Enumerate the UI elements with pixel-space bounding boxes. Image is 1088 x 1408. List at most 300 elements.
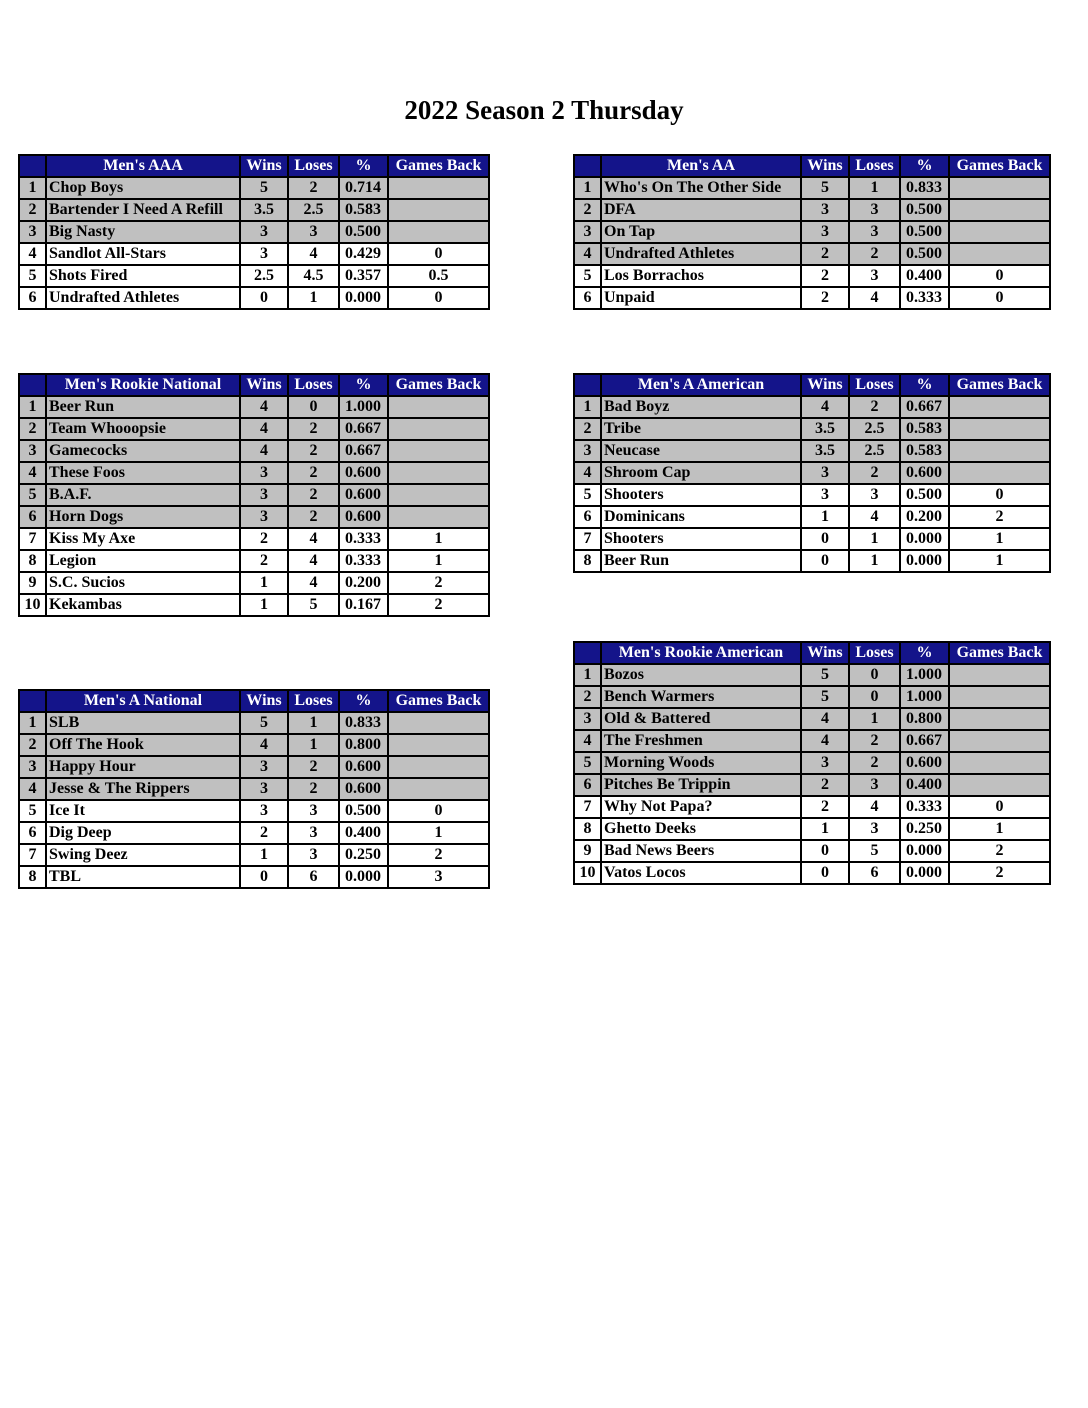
games-back-cell: 2 [388, 572, 489, 594]
pct-header: % [339, 155, 388, 177]
loses-cell: 1 [849, 708, 900, 730]
table-row [574, 774, 1050, 796]
table-row [574, 418, 1050, 440]
team-name-cell: Ghetto Deeks [601, 818, 801, 840]
table-row [19, 484, 489, 506]
loses-cell: 3 [288, 822, 339, 844]
table-row [574, 506, 1050, 528]
games-back-cell: 0 [388, 243, 489, 265]
loses-cell: 4 [849, 287, 900, 309]
games-back-header: Games Back [949, 155, 1050, 177]
pct-cell: 0.667 [900, 730, 949, 752]
team-name-cell: Bad Boyz [601, 396, 801, 418]
rank-cell: 6 [574, 287, 601, 309]
rank-cell: 2 [19, 199, 46, 221]
pct-cell: 0.500 [900, 243, 949, 265]
games-back-cell [949, 664, 1050, 686]
table-row [574, 221, 1050, 243]
team-name-cell: Off The Hook [46, 734, 240, 756]
team-name-cell: Jesse & The Rippers [46, 778, 240, 800]
loses-header: Loses [288, 374, 339, 396]
pct-cell: 0.600 [339, 484, 388, 506]
games-back-cell: 1 [949, 818, 1050, 840]
rank-cell: 2 [574, 199, 601, 221]
table-row [19, 778, 489, 800]
games-back-cell [388, 440, 489, 462]
team-name-cell: Los Borrachos [601, 265, 801, 287]
standings-table-mens-rookie-american [573, 641, 1051, 885]
team-name-cell: DFA [601, 199, 801, 221]
team-name-cell: Why Not Papa? [601, 796, 801, 818]
wins-cell: 2 [801, 774, 849, 796]
table-row [19, 844, 489, 866]
rank-cell: 5 [574, 752, 601, 774]
wins-cell: 1 [801, 506, 849, 528]
wins-header: Wins [240, 374, 288, 396]
loses-cell: 3 [288, 221, 339, 243]
wins-cell: 2 [240, 528, 288, 550]
games-back-cell [388, 778, 489, 800]
table-header-row [574, 642, 1050, 664]
pct-header: % [900, 642, 949, 664]
games-back-cell: 0 [388, 287, 489, 309]
pct-cell: 0.714 [339, 177, 388, 199]
loses-cell: 2 [849, 752, 900, 774]
team-name-cell: Shooters [601, 528, 801, 550]
pct-cell: 0.400 [900, 265, 949, 287]
wins-cell: 3 [240, 506, 288, 528]
loses-cell: 3 [849, 484, 900, 506]
table-row [574, 796, 1050, 818]
pct-cell: 0.833 [339, 712, 388, 734]
wins-cell: 5 [801, 664, 849, 686]
pct-cell: 0.600 [339, 778, 388, 800]
wins-cell: 3 [240, 778, 288, 800]
loses-cell: 3 [849, 221, 900, 243]
table-row [574, 528, 1050, 550]
pct-cell: 0.167 [339, 594, 388, 616]
pct-cell: 0.250 [900, 818, 949, 840]
team-name-cell: Bartender I Need A Refill [46, 199, 240, 221]
team-name-cell: Shooters [601, 484, 801, 506]
table-row [19, 528, 489, 550]
standings-table-mens-aaa [18, 154, 490, 310]
loses-cell: 0 [849, 664, 900, 686]
wins-cell: 2 [240, 822, 288, 844]
loses-cell: 2 [288, 506, 339, 528]
team-name-cell: TBL [46, 866, 240, 888]
wins-cell: 3 [801, 221, 849, 243]
games-back-cell: 2 [949, 862, 1050, 884]
division-name: Men's A American [601, 374, 801, 396]
standings-table-mens-a-national [18, 689, 490, 889]
games-back-cell: 1 [388, 550, 489, 572]
wins-cell: 3.5 [240, 199, 288, 221]
rank-cell: 2 [19, 734, 46, 756]
pct-header: % [339, 690, 388, 712]
games-back-cell: 1 [388, 822, 489, 844]
pct-cell: 0.333 [339, 550, 388, 572]
wins-cell: 4 [801, 396, 849, 418]
games-back-cell [949, 462, 1050, 484]
games-back-cell [949, 752, 1050, 774]
table-row [574, 177, 1050, 199]
loses-cell: 4 [849, 796, 900, 818]
loses-cell: 2 [288, 418, 339, 440]
table-header-row [574, 374, 1050, 396]
table-row [19, 265, 489, 287]
rank-cell: 10 [574, 862, 601, 884]
pct-cell: 0.000 [900, 528, 949, 550]
games-back-cell [388, 756, 489, 778]
games-back-cell: 0 [949, 796, 1050, 818]
team-name-cell: Dig Deep [46, 822, 240, 844]
pct-cell: 0.500 [900, 221, 949, 243]
team-name-cell: Bozos [601, 664, 801, 686]
wins-cell: 0 [240, 287, 288, 309]
loses-cell: 4 [288, 550, 339, 572]
table-row [574, 484, 1050, 506]
wins-header: Wins [240, 155, 288, 177]
wins-cell: 2 [801, 287, 849, 309]
games-back-cell [388, 484, 489, 506]
wins-cell: 3 [240, 243, 288, 265]
wins-cell: 3 [801, 462, 849, 484]
rank-cell: 3 [574, 221, 601, 243]
pct-cell: 0.800 [900, 708, 949, 730]
division-name: Men's Rookie National [46, 374, 240, 396]
table-row [574, 265, 1050, 287]
team-name-cell: Gamecocks [46, 440, 240, 462]
games-back-header: Games Back [388, 155, 489, 177]
team-name-cell: Sandlot All-Stars [46, 243, 240, 265]
wins-cell: 0 [801, 528, 849, 550]
pct-cell: 0.500 [339, 800, 388, 822]
table-row [574, 840, 1050, 862]
pct-header: % [339, 374, 388, 396]
wins-cell: 5 [240, 712, 288, 734]
table-row [19, 756, 489, 778]
team-name-cell: Undrafted Athletes [601, 243, 801, 265]
table-row [19, 506, 489, 528]
pct-cell: 0.600 [339, 462, 388, 484]
table-row [19, 594, 489, 616]
loses-cell: 2 [849, 730, 900, 752]
loses-header: Loses [849, 642, 900, 664]
loses-cell: 1 [849, 177, 900, 199]
team-name-cell: Pitches Be Trippin [601, 774, 801, 796]
team-name-cell: Ice It [46, 800, 240, 822]
pct-cell: 0.500 [339, 221, 388, 243]
pct-cell: 0.429 [339, 243, 388, 265]
standings-table-mens-aa [573, 154, 1051, 310]
loses-cell: 3 [849, 199, 900, 221]
rank-cell: 4 [19, 778, 46, 800]
games-back-cell [388, 462, 489, 484]
loses-cell: 2 [288, 484, 339, 506]
wins-cell: 2 [801, 265, 849, 287]
team-name-cell: The Freshmen [601, 730, 801, 752]
games-back-cell [388, 221, 489, 243]
team-name-cell: Team Whooopsie [46, 418, 240, 440]
rank-cell: 6 [574, 506, 601, 528]
team-name-cell: Old & Battered [601, 708, 801, 730]
rank-cell: 5 [574, 265, 601, 287]
table-row [574, 243, 1050, 265]
table-row [574, 199, 1050, 221]
wins-cell: 3.5 [801, 418, 849, 440]
loses-cell: 2.5 [849, 418, 900, 440]
games-back-cell [388, 734, 489, 756]
team-name-cell: These Foos [46, 462, 240, 484]
table-row [19, 243, 489, 265]
rank-cell: 1 [574, 177, 601, 199]
rank-header [574, 155, 601, 177]
pct-cell: 0.400 [900, 774, 949, 796]
pct-cell: 1.000 [900, 686, 949, 708]
rank-cell: 10 [19, 594, 46, 616]
pct-cell: 0.583 [900, 418, 949, 440]
games-back-cell [388, 199, 489, 221]
rank-cell: 7 [574, 796, 601, 818]
table-row [574, 818, 1050, 840]
rank-cell: 8 [19, 866, 46, 888]
loses-cell: 2 [288, 462, 339, 484]
wins-header: Wins [801, 155, 849, 177]
rank-cell: 8 [19, 550, 46, 572]
loses-cell: 4 [288, 572, 339, 594]
loses-header: Loses [288, 690, 339, 712]
games-back-cell: 2 [949, 506, 1050, 528]
pct-cell: 0.333 [900, 796, 949, 818]
rank-cell: 3 [574, 708, 601, 730]
games-back-cell [949, 221, 1050, 243]
team-name-cell: Tribe [601, 418, 801, 440]
games-back-header: Games Back [949, 374, 1050, 396]
loses-cell: 1 [288, 287, 339, 309]
wins-header: Wins [240, 690, 288, 712]
games-back-cell [388, 177, 489, 199]
wins-cell: 2.5 [240, 265, 288, 287]
loses-cell: 4 [288, 243, 339, 265]
table-row [19, 734, 489, 756]
pct-cell: 0.667 [339, 418, 388, 440]
loses-cell: 4 [849, 506, 900, 528]
team-name-cell: Horn Dogs [46, 506, 240, 528]
rank-cell: 5 [574, 484, 601, 506]
pct-cell: 0.800 [339, 734, 388, 756]
pct-cell: 0.500 [900, 484, 949, 506]
loses-cell: 5 [288, 594, 339, 616]
wins-cell: 2 [240, 550, 288, 572]
table-row [574, 664, 1050, 686]
loses-cell: 2.5 [849, 440, 900, 462]
loses-cell: 2 [288, 177, 339, 199]
wins-cell: 1 [240, 594, 288, 616]
rank-cell: 7 [19, 528, 46, 550]
loses-cell: 1 [288, 712, 339, 734]
wins-cell: 2 [801, 243, 849, 265]
games-back-cell [949, 177, 1050, 199]
table-row [19, 800, 489, 822]
loses-header: Loses [288, 155, 339, 177]
rank-header [19, 690, 46, 712]
wins-cell: 0 [801, 840, 849, 862]
team-name-cell: Neucase [601, 440, 801, 462]
table-row [19, 177, 489, 199]
rank-cell: 1 [574, 664, 601, 686]
table-row [574, 550, 1050, 572]
wins-cell: 1 [801, 818, 849, 840]
wins-cell: 4 [801, 730, 849, 752]
pct-cell: 0.667 [900, 396, 949, 418]
loses-cell: 6 [849, 862, 900, 884]
loses-cell: 2 [288, 778, 339, 800]
team-name-cell: S.C. Sucios [46, 572, 240, 594]
table-row [19, 462, 489, 484]
standings-table-mens-a-american [573, 373, 1051, 573]
team-name-cell: Chop Boys [46, 177, 240, 199]
loses-cell: 2.5 [288, 199, 339, 221]
table-header-row [19, 374, 489, 396]
table-row [574, 686, 1050, 708]
wins-cell: 1 [240, 572, 288, 594]
team-name-cell: Beer Run [601, 550, 801, 572]
wins-cell: 3 [801, 484, 849, 506]
wins-cell: 5 [801, 686, 849, 708]
pct-cell: 0.200 [900, 506, 949, 528]
wins-cell: 4 [801, 708, 849, 730]
table-row [19, 440, 489, 462]
games-back-header: Games Back [388, 374, 489, 396]
team-name-cell: Who's On The Other Side [601, 177, 801, 199]
rank-cell: 3 [574, 440, 601, 462]
loses-cell: 3 [849, 265, 900, 287]
games-back-cell [388, 712, 489, 734]
wins-cell: 2 [801, 796, 849, 818]
games-back-cell [949, 440, 1050, 462]
pct-cell: 0.250 [339, 844, 388, 866]
wins-cell: 3 [240, 484, 288, 506]
pct-cell: 0.583 [900, 440, 949, 462]
table-row [574, 708, 1050, 730]
rank-cell: 9 [19, 572, 46, 594]
rank-cell: 8 [574, 550, 601, 572]
rank-cell: 3 [19, 440, 46, 462]
games-back-cell [949, 199, 1050, 221]
rank-cell: 4 [574, 243, 601, 265]
pct-cell: 0.833 [900, 177, 949, 199]
loses-cell: 4 [288, 528, 339, 550]
rank-cell: 1 [19, 396, 46, 418]
rank-cell: 7 [574, 528, 601, 550]
pct-cell: 1.000 [339, 396, 388, 418]
table-header-row [19, 155, 489, 177]
wins-header: Wins [801, 374, 849, 396]
team-name-cell: Vatos Locos [601, 862, 801, 884]
games-back-cell: 2 [388, 594, 489, 616]
games-back-cell [949, 774, 1050, 796]
loses-cell: 5 [849, 840, 900, 862]
table-row [19, 287, 489, 309]
wins-cell: 5 [240, 177, 288, 199]
division-name: Men's A National [46, 690, 240, 712]
wins-header: Wins [801, 642, 849, 664]
team-name-cell: Undrafted Athletes [46, 287, 240, 309]
pct-cell: 0.600 [339, 756, 388, 778]
loses-cell: 3 [849, 774, 900, 796]
games-back-cell [388, 396, 489, 418]
pct-cell: 0.583 [339, 199, 388, 221]
games-back-cell: 3 [388, 866, 489, 888]
wins-cell: 3 [801, 752, 849, 774]
table-row [574, 730, 1050, 752]
wins-cell: 3.5 [801, 440, 849, 462]
table-row [19, 822, 489, 844]
wins-cell: 3 [240, 800, 288, 822]
rank-cell: 3 [19, 221, 46, 243]
loses-cell: 2 [288, 756, 339, 778]
wins-cell: 4 [240, 440, 288, 462]
loses-header: Loses [849, 374, 900, 396]
games-back-cell [388, 506, 489, 528]
rank-header [574, 374, 601, 396]
rank-cell: 1 [19, 712, 46, 734]
games-back-cell: 0 [388, 800, 489, 822]
table-row [19, 396, 489, 418]
team-name-cell: Shots Fired [46, 265, 240, 287]
rank-header [19, 374, 46, 396]
loses-cell: 3 [849, 818, 900, 840]
rank-cell: 4 [19, 462, 46, 484]
rank-cell: 6 [19, 287, 46, 309]
division-name: Men's AA [601, 155, 801, 177]
games-back-cell: 0 [949, 484, 1050, 506]
games-back-header: Games Back [388, 690, 489, 712]
wins-cell: 3 [240, 221, 288, 243]
wins-cell: 4 [240, 396, 288, 418]
standings-table-mens-rookie-national [18, 373, 490, 617]
rank-cell: 4 [19, 243, 46, 265]
wins-cell: 0 [801, 862, 849, 884]
rank-cell: 6 [574, 774, 601, 796]
table-header-row [19, 690, 489, 712]
team-name-cell: Shroom Cap [601, 462, 801, 484]
loses-cell: 2 [849, 243, 900, 265]
pct-cell: 0.600 [339, 506, 388, 528]
table-row [574, 462, 1050, 484]
team-name-cell: Happy Hour [46, 756, 240, 778]
games-back-cell: 2 [949, 840, 1050, 862]
pct-header: % [900, 155, 949, 177]
games-back-cell: 0.5 [388, 265, 489, 287]
rank-cell: 3 [19, 756, 46, 778]
loses-cell: 2 [849, 396, 900, 418]
rank-cell: 1 [19, 177, 46, 199]
team-name-cell: Swing Deez [46, 844, 240, 866]
team-name-cell: Unpaid [601, 287, 801, 309]
loses-cell: 1 [288, 734, 339, 756]
pct-cell: 0.000 [900, 550, 949, 572]
team-name-cell: Dominicans [601, 506, 801, 528]
rank-header [19, 155, 46, 177]
table-row [574, 287, 1050, 309]
team-name-cell: Kekambas [46, 594, 240, 616]
table-header-row [574, 155, 1050, 177]
table-row [19, 866, 489, 888]
loses-cell: 2 [849, 462, 900, 484]
rank-cell: 1 [574, 396, 601, 418]
